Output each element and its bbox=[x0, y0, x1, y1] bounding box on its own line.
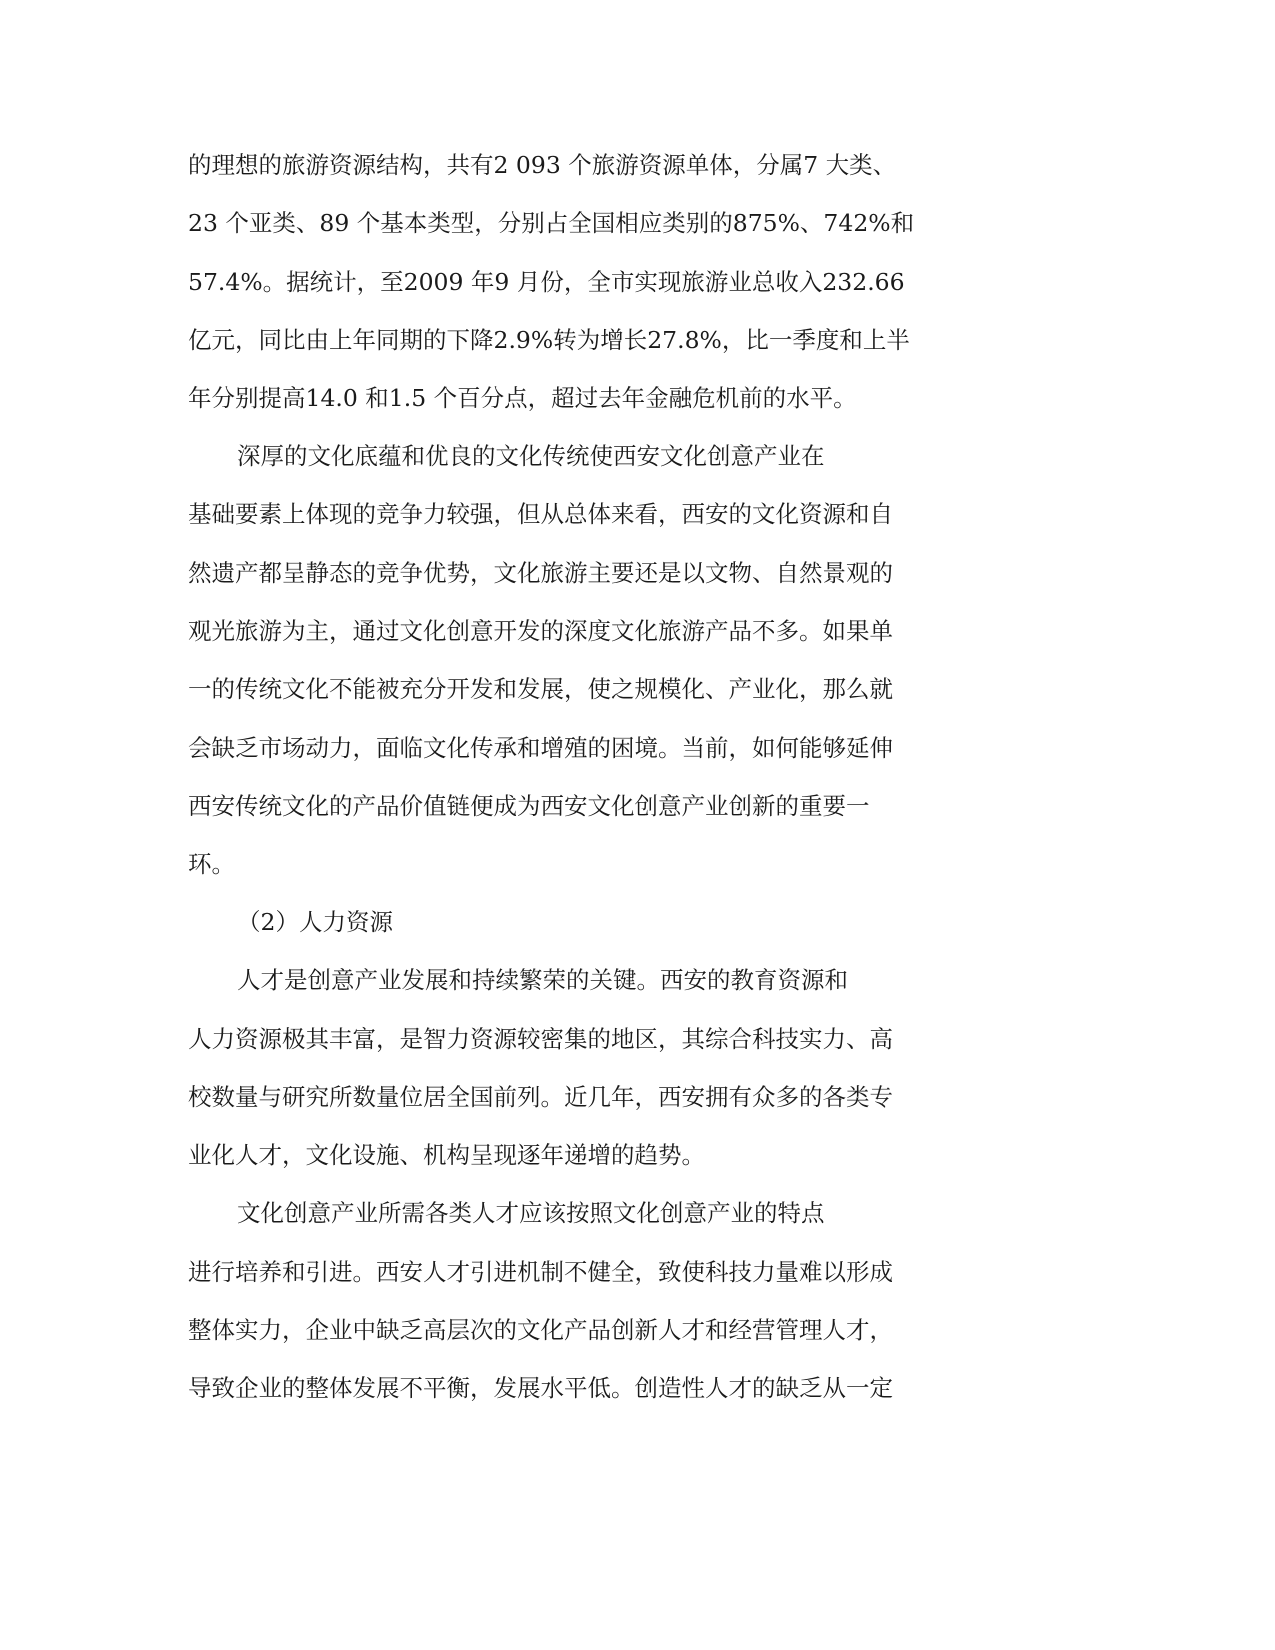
paragraph-start-line: 人才是创意产业发展和持续繁荣的关键。西安的教育资源和 bbox=[237, 966, 848, 994]
text-line-10: 一的传统文化不能被充分开发和发展，使之规模化、产业化，那么就 bbox=[188, 675, 893, 703]
paragraph-start-line: 深厚的文化底蕴和优良的文化传统使西安文化创意产业在 bbox=[237, 442, 825, 470]
text-line-3: 57.4%。据统计，至2009 年9 月份，全市实现旅游业总收入232.66 bbox=[188, 268, 905, 296]
text-line-8: 然遗产都呈静态的竞争优势，文化旅游主要还是以文物、自然景观的 bbox=[188, 559, 893, 587]
section-heading: （2）人力资源 bbox=[237, 908, 393, 936]
text-line-9: 观光旅游为主，通过文化创意开发的深度文化旅游产品不多。如果单 bbox=[188, 617, 893, 645]
text-line-7: 基础要素上体现的竞争力较强，但从总体来看，西安的文化资源和自 bbox=[188, 500, 893, 528]
text-line-1: 的理想的旅游资源结构，共有2 093 个旅游资源单体，分属7 大类、 bbox=[188, 151, 897, 179]
text-line-21: 整体实力，企业中缺乏高层次的文化产品创新人才和经营管理人才， bbox=[188, 1316, 893, 1344]
text-line-17: 校数量与研究所数量位居全国前列。近几年，西安拥有众多的各类专 bbox=[188, 1083, 893, 1111]
text-line-18: 业化人才，文化设施、机构呈现逐年递增的趋势。 bbox=[188, 1141, 705, 1169]
text-line-4: 亿元，同比由上年同期的下降2.9%转为增长27.8%，比一季度和上半 bbox=[188, 326, 910, 354]
text-line-12: 西安传统文化的产品价值链便成为西安文化创意产业创新的重要一 bbox=[188, 792, 870, 820]
text-line-2: 23 个亚类、89 个基本类型，分别占全国相应类别的875%、742%和 bbox=[188, 209, 915, 237]
text-line-20: 进行培养和引进。西安人才引进机制不健全，致使科技力量难以形成 bbox=[188, 1258, 893, 1286]
text-line-13: 环。 bbox=[188, 850, 235, 878]
text-line-11: 会缺乏市场动力，面临文化传承和增殖的困境。当前，如何能够延伸 bbox=[188, 734, 893, 762]
paragraph-start-line: 文化创意产业所需各类人才应该按照文化创意产业的特点 bbox=[237, 1199, 825, 1227]
text-line-5: 年分别提高14.0 和1.5 个百分点，超过去年金融危机前的水平。 bbox=[188, 384, 857, 412]
text-line-16: 人力资源极其丰富，是智力资源较密集的地区，其综合科技实力、高 bbox=[188, 1025, 893, 1053]
text-line-22: 导致企业的整体发展不平衡，发展水平低。创造性人才的缺乏从一定 bbox=[188, 1374, 893, 1402]
